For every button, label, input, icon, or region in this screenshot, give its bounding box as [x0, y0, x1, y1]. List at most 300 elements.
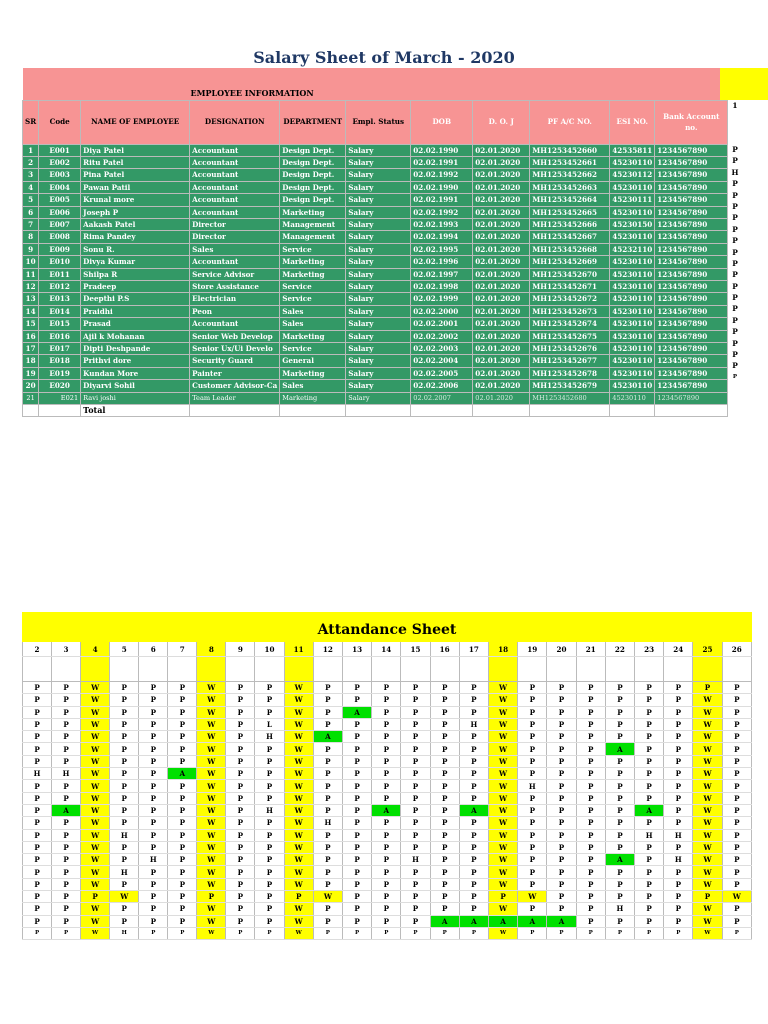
attendance-cell: W [693, 706, 722, 718]
day-1-cell: P [732, 156, 738, 166]
employee-cell: General [280, 355, 346, 367]
attendance-cell: W [518, 891, 547, 903]
total-cell [23, 405, 39, 417]
attendance-cell: P [168, 891, 197, 903]
attendance-cell: P [459, 768, 488, 780]
attendance-cell: P [313, 755, 342, 767]
attendance-cell: P [313, 694, 342, 706]
attendance-cell: P [168, 780, 197, 792]
employee-cell: Deepthi P.S [81, 293, 190, 305]
attendance-cell: P [518, 866, 547, 878]
column-header: DOB [411, 100, 473, 144]
employee-cell: Salary [346, 218, 411, 230]
employee-cell: Salary [346, 305, 411, 317]
employee-cell: 02.01.2020 [473, 330, 530, 342]
employee-cell: 45230150 [610, 218, 655, 230]
attendance-cell: P [52, 829, 81, 841]
attendance-cell: A [313, 731, 342, 743]
attendance-cell: P [168, 854, 197, 866]
attendance-cell: P [635, 755, 664, 767]
spacer-cell [110, 657, 139, 682]
attendance-cell: P [576, 927, 605, 939]
employee-cell: 45230110 [610, 156, 655, 168]
employee-cell: Accountant [190, 206, 280, 218]
spacer-cell [664, 657, 693, 682]
attendance-cell: W [81, 866, 110, 878]
column-header: Bank Account no. [655, 100, 728, 144]
employee-cell: MH1253452675 [530, 330, 610, 342]
employee-cell: 02.01.2020 [473, 380, 530, 392]
employee-cell: E018 [39, 355, 81, 367]
employee-cell: 02.02.2007 [411, 392, 473, 404]
employee-cell: MH1253452667 [530, 231, 610, 243]
attendance-cell: P [605, 768, 634, 780]
employee-cell: MH1253452676 [530, 343, 610, 355]
employee-cell: 02.02.2000 [411, 305, 473, 317]
day-1-cell: P [732, 315, 738, 325]
attendance-cell: A [488, 915, 517, 927]
day-number: 9 [226, 642, 255, 657]
attendance-cell: P [459, 829, 488, 841]
attendance-cell: P [576, 731, 605, 743]
attendance-cell: W [110, 891, 139, 903]
employee-cell: Senior Web Develop [190, 330, 280, 342]
attendance-cell: P [430, 706, 459, 718]
attendance-cell: P [605, 706, 634, 718]
attendance-cell: P [459, 854, 488, 866]
day-number: 23 [635, 642, 664, 657]
attendance-cell: P [168, 743, 197, 755]
attendance-cell: P [576, 694, 605, 706]
attendance-cell: P [518, 755, 547, 767]
total-cell [411, 405, 473, 417]
employee-cell: 45232110 [610, 243, 655, 255]
attendance-cell: P [605, 891, 634, 903]
attendance-cell: H [635, 829, 664, 841]
attendance-cell: W [488, 817, 517, 829]
employee-cell: E003 [39, 169, 81, 181]
attendance-cell: P [372, 743, 401, 755]
attendance-cell: W [284, 792, 313, 804]
employee-cell: 02.02.1995 [411, 243, 473, 255]
attendance-cell: H [110, 866, 139, 878]
attendance-cell: P [110, 780, 139, 792]
attendance-cell: P [52, 743, 81, 755]
attendance-cell: P [372, 915, 401, 927]
attendance-cell: W [81, 829, 110, 841]
attendance-cell: P [635, 927, 664, 939]
attendance-cell: P [518, 927, 547, 939]
attendance-cell: W [81, 743, 110, 755]
day-1-column [724, 100, 746, 383]
employee-cell: 45230110 [610, 231, 655, 243]
employee-row [23, 367, 728, 379]
employee-cell: Accountant [190, 256, 280, 268]
employee-cell: 1234567890 [655, 194, 728, 206]
attendance-cell: P [722, 829, 751, 841]
attendance-cell: P [23, 682, 52, 694]
employee-cell: 1234567890 [655, 144, 728, 156]
attendance-section [22, 612, 752, 940]
attendance-cell: P [168, 866, 197, 878]
employee-cell: 1234567890 [655, 367, 728, 379]
day-1-cell: P [732, 281, 738, 291]
attendance-cell: P [430, 817, 459, 829]
employee-cell: 02.01.2020 [473, 243, 530, 255]
attendance-cell: W [693, 768, 722, 780]
employee-cell: 02.01.2020 [473, 355, 530, 367]
employee-cell: 1234567890 [655, 330, 728, 342]
employee-cell: 02.02.1997 [411, 268, 473, 280]
employee-cell: MH1253452673 [530, 305, 610, 317]
day-number: 6 [139, 642, 168, 657]
attendance-cell: P [372, 903, 401, 915]
attendance-cell: W [81, 878, 110, 890]
attendance-cell: P [226, 682, 255, 694]
employee-cell: Design Dept. [280, 194, 346, 206]
attendance-cell: W [693, 841, 722, 853]
attendance-cell: P [168, 718, 197, 730]
attendance-cell: P [139, 755, 168, 767]
attendance-cell: P [635, 731, 664, 743]
employee-cell: Service [280, 343, 346, 355]
attendance-cell: P [664, 706, 693, 718]
attendance-cell: A [459, 804, 488, 816]
attendance-cell: P [342, 817, 371, 829]
attendance-cell: P [459, 780, 488, 792]
employee-cell: 45230110 [610, 380, 655, 392]
employee-cell: 02.02.1993 [411, 218, 473, 230]
attendance-cell: P [23, 780, 52, 792]
employee-cell: 19 [23, 367, 39, 379]
day-number: 18 [488, 642, 517, 657]
employee-row [23, 280, 728, 292]
attendance-cell: P [664, 891, 693, 903]
attendance-cell: P [139, 718, 168, 730]
attendance-row [23, 804, 752, 816]
attendance-cell: P [401, 682, 430, 694]
attendance-cell: P [664, 768, 693, 780]
attendance-cell: P [605, 915, 634, 927]
attendance-cell: P [518, 903, 547, 915]
employee-row [23, 392, 728, 404]
attendance-cell: W [197, 706, 226, 718]
attendance-cell: P [605, 780, 634, 792]
employee-cell: Marketing [280, 392, 346, 404]
attendance-cell: P [430, 854, 459, 866]
attendance-row [23, 829, 752, 841]
attendance-cell: P [255, 854, 284, 866]
attendance-cell: P [23, 854, 52, 866]
column-header: ESI NO. [610, 100, 655, 144]
attendance-cell: P [722, 718, 751, 730]
employee-cell: 4 [23, 181, 39, 193]
attendance-cell: P [401, 780, 430, 792]
attendance-cell: P [52, 841, 81, 853]
attendance-cell: P [226, 768, 255, 780]
attendance-cell: P [110, 841, 139, 853]
employee-row [23, 380, 728, 392]
employee-cell: MH1253452664 [530, 194, 610, 206]
spacer-cell [313, 657, 342, 682]
attendance-cell: P [342, 866, 371, 878]
attendance-cell: A [605, 854, 634, 866]
attendance-cell: P [226, 903, 255, 915]
attendance-cell: P [430, 768, 459, 780]
attendance-cell: P [372, 854, 401, 866]
attendance-cell: W [284, 927, 313, 939]
employee-cell: Sales [190, 243, 280, 255]
employee-cell: E013 [39, 293, 81, 305]
employee-row [23, 343, 728, 355]
employee-cell: Design Dept. [280, 169, 346, 181]
employee-cell: Ravi joshi [81, 392, 190, 404]
attendance-cell: P [635, 743, 664, 755]
attendance-cell: H [23, 768, 52, 780]
employee-table [22, 68, 728, 417]
spacer-cell [197, 657, 226, 682]
attendance-cell: P [226, 817, 255, 829]
total-cell [473, 405, 530, 417]
attendance-cell: P [664, 817, 693, 829]
attendance-cell: P [168, 804, 197, 816]
attendance-cell: P [430, 755, 459, 767]
attendance-cell: P [401, 731, 430, 743]
attendance-cell: P [52, 915, 81, 927]
attendance-cell: P [23, 743, 52, 755]
attendance-cell: P [430, 682, 459, 694]
attendance-cell: P [401, 817, 430, 829]
employee-row [23, 318, 728, 330]
header-band [23, 68, 728, 100]
attendance-cell: P [168, 706, 197, 718]
spacer-cell [226, 657, 255, 682]
attendance-cell: P [23, 706, 52, 718]
attendance-cell: P [664, 927, 693, 939]
attendance-cell: W [197, 731, 226, 743]
attendance-cell: P [430, 743, 459, 755]
attendance-cell: P [518, 878, 547, 890]
attendance-cell: P [52, 927, 81, 939]
employee-cell: 45230110 [610, 256, 655, 268]
employee-cell: 02.01.2020 [473, 231, 530, 243]
attendance-cell: P [52, 878, 81, 890]
attendance-cell: P [722, 694, 751, 706]
employee-cell: 02.02.1994 [411, 231, 473, 243]
employee-cell: E011 [39, 268, 81, 280]
attendance-cell: P [52, 891, 81, 903]
employee-cell: 02.01.2020 [473, 194, 530, 206]
attendance-cell: P [518, 804, 547, 816]
day-number: 7 [168, 642, 197, 657]
attendance-cell: P [342, 878, 371, 890]
employee-cell: 02.01.2020 [473, 218, 530, 230]
attendance-cell: W [81, 755, 110, 767]
attendance-cell: W [197, 878, 226, 890]
attendance-cell: P [168, 792, 197, 804]
employee-cell: Design Dept. [280, 144, 346, 156]
attendance-cell: W [488, 718, 517, 730]
attendance-cell: P [52, 731, 81, 743]
attendance-cell: P [722, 768, 751, 780]
attendance-cell: W [693, 804, 722, 816]
attendance-cell: P [168, 903, 197, 915]
attendance-cell: P [576, 780, 605, 792]
attendance-cell: P [488, 891, 517, 903]
attendance-cell: P [547, 866, 576, 878]
attendance-cell: P [635, 694, 664, 706]
attendance-cell: A [372, 804, 401, 816]
day-number: 21 [576, 642, 605, 657]
attendance-cell: P [226, 866, 255, 878]
attendance-cell: W [81, 768, 110, 780]
employee-cell: 45230110 [610, 181, 655, 193]
attendance-cell: H [459, 718, 488, 730]
employee-cell: Salary [346, 280, 411, 292]
attendance-cell: W [81, 903, 110, 915]
total-cell [280, 405, 346, 417]
employee-cell: 02.02.2001 [411, 318, 473, 330]
attendance-cell: P [459, 743, 488, 755]
employee-cell: MH1253452674 [530, 318, 610, 330]
attendance-cell: P [430, 780, 459, 792]
attendance-cell: P [255, 866, 284, 878]
employee-cell: Accountant [190, 181, 280, 193]
attendance-cell: P [722, 878, 751, 890]
day-1-cell: P [732, 304, 738, 314]
employee-cell: E010 [39, 256, 81, 268]
attendance-cell: P [518, 718, 547, 730]
employee-cell: MH1253452670 [530, 268, 610, 280]
attendance-cell: P [547, 718, 576, 730]
attendance-cell: W [693, 915, 722, 927]
attendance-cell: P [664, 792, 693, 804]
employee-cell: 02.01.2020 [473, 343, 530, 355]
spacer-cell [693, 657, 722, 682]
day-1-cell: P [732, 327, 738, 337]
attendance-cell: P [313, 927, 342, 939]
attendance-cell: P [313, 743, 342, 755]
employee-cell: E008 [39, 231, 81, 243]
attendance-row [23, 743, 752, 755]
attendance-cell: P [459, 878, 488, 890]
employee-cell: Salary [346, 392, 411, 404]
attendance-cell: P [547, 706, 576, 718]
attendance-cell: P [518, 694, 547, 706]
attendance-cell: P [255, 915, 284, 927]
attendance-cell: P [168, 694, 197, 706]
attendance-cell: W [81, 706, 110, 718]
attendance-cell: W [488, 866, 517, 878]
attendance-cell: P [459, 755, 488, 767]
attendance-cell: P [372, 927, 401, 939]
employee-table-wrap [22, 68, 728, 417]
attendance-cell: P [52, 755, 81, 767]
attendance-cell: P [168, 878, 197, 890]
employee-cell: E016 [39, 330, 81, 342]
attendance-cell: P [23, 718, 52, 730]
day-number: 15 [401, 642, 430, 657]
attendance-cell: P [52, 682, 81, 694]
attendance-cell: P [459, 792, 488, 804]
attendance-cell: P [372, 780, 401, 792]
employee-cell: Salary [346, 293, 411, 305]
attendance-cell: P [605, 682, 634, 694]
attendance-cell: A [168, 768, 197, 780]
employee-cell: Salary [346, 330, 411, 342]
attendance-cell: P [372, 694, 401, 706]
employee-cell: Salary [346, 169, 411, 181]
attendance-cell: P [459, 682, 488, 694]
employee-cell: 5 [23, 194, 39, 206]
attendance-cell: P [722, 780, 751, 792]
attendance-cell: P [722, 817, 751, 829]
attendance-cell: P [168, 731, 197, 743]
employee-cell: 1234567890 [655, 181, 728, 193]
attendance-cell: P [459, 706, 488, 718]
day-number: 26 [722, 642, 751, 657]
spacer-cell [52, 657, 81, 682]
attendance-cell: P [226, 891, 255, 903]
day-number: 10 [255, 642, 284, 657]
attendance-cell: P [576, 804, 605, 816]
employee-cell: 45230110 [610, 318, 655, 330]
attendance-cell: P [401, 866, 430, 878]
attendance-cell: P [139, 804, 168, 816]
day-1-cell: P [732, 338, 738, 348]
employee-cell: E020 [39, 380, 81, 392]
attendance-cell: H [664, 829, 693, 841]
section-header: EMPLOYEE INFORMATION [190, 87, 314, 98]
attendance-cell: P [342, 780, 371, 792]
attendance-cell: P [605, 927, 634, 939]
employee-cell: Rima Pandey [81, 231, 190, 243]
employee-cell: 8 [23, 231, 39, 243]
attendance-cell: P [635, 891, 664, 903]
attendance-cell: H [110, 927, 139, 939]
attendance-cell: P [576, 915, 605, 927]
employee-cell: 02.01.2020 [473, 280, 530, 292]
employee-cell: Salary [346, 194, 411, 206]
attendance-cell: P [576, 878, 605, 890]
attendance-cell: H [664, 854, 693, 866]
employee-row [23, 181, 728, 193]
employee-row [23, 355, 728, 367]
attendance-cell: P [401, 768, 430, 780]
employee-cell: 45230110 [610, 343, 655, 355]
employee-cell: E006 [39, 206, 81, 218]
attendance-row [23, 706, 752, 718]
attendance-cell: P [401, 804, 430, 816]
employee-cell: 02.01.2020 [473, 293, 530, 305]
spacer-cell [722, 657, 751, 682]
attendance-cell: P [372, 731, 401, 743]
day-number: 20 [547, 642, 576, 657]
attendance-cell: P [722, 866, 751, 878]
attendance-cell: P [547, 755, 576, 767]
attendance-cell: P [459, 927, 488, 939]
attendance-cell: P [23, 694, 52, 706]
attendance-cell: P [255, 817, 284, 829]
attendance-cell: P [547, 780, 576, 792]
attendance-cell: W [81, 927, 110, 939]
attendance-cell: L [255, 718, 284, 730]
attendance-cell: P [342, 718, 371, 730]
attendance-cell: P [605, 755, 634, 767]
attendance-cell: W [693, 866, 722, 878]
day-number: 16 [430, 642, 459, 657]
attendance-cell: P [139, 891, 168, 903]
